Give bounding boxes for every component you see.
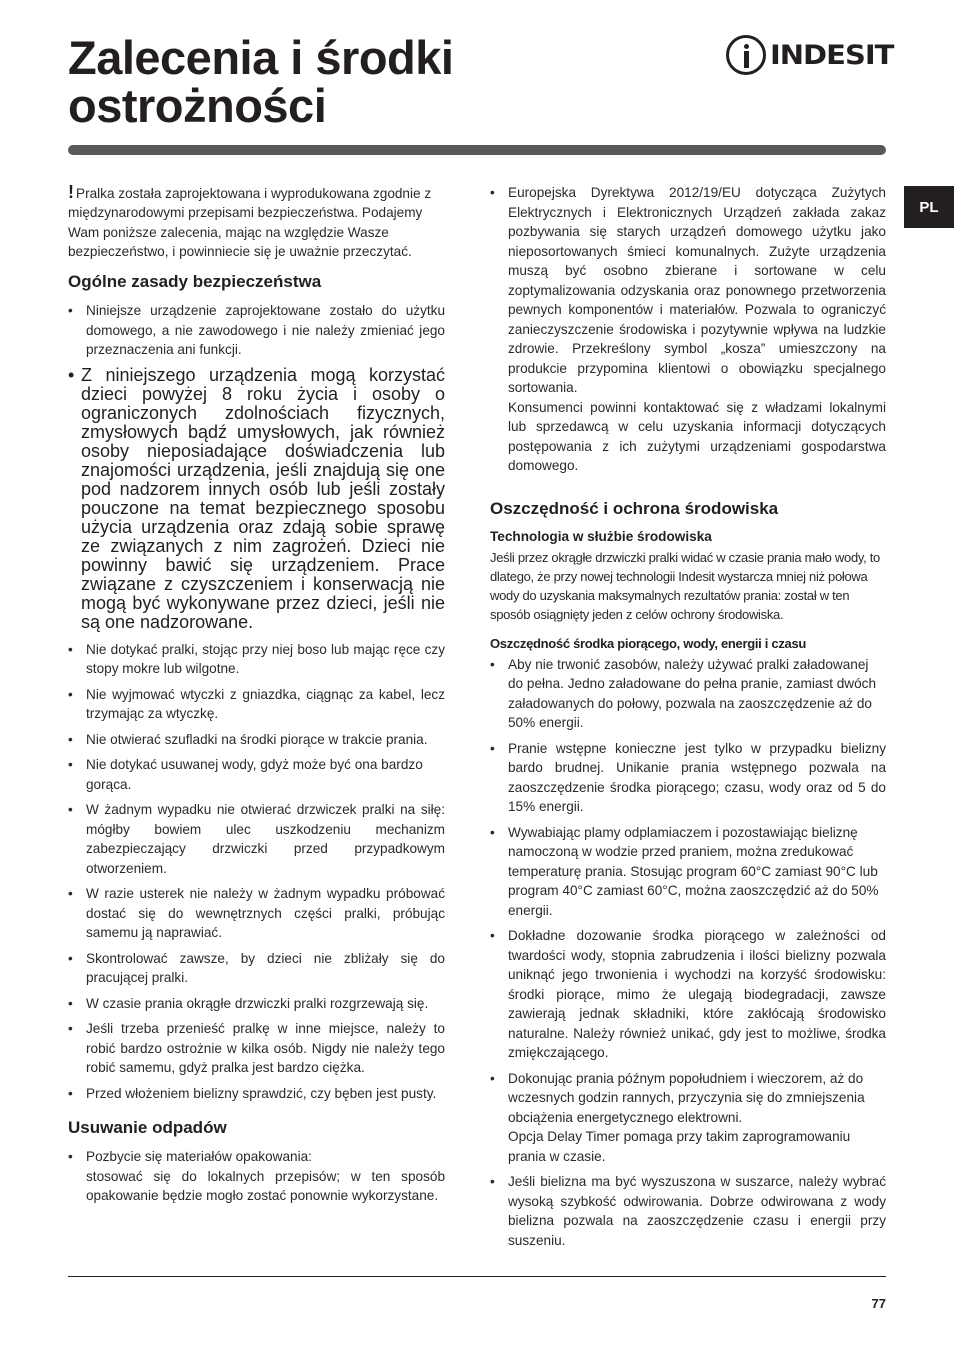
list-item: • Pranie wstępne konieczne jest tylko w przypadku bielizny bardo brudnej. Unikanie prania wstępnego pozwala na zaoszczędzenie środka piorącego; czasu, wody oraz od 5 do 15% energii. (490, 740, 886, 815)
list-item: • Wywabiając plamy odplamiaczem i pozostawiając bieliznę namoczoną w wodzie przed praniem, można zredukować temperaturę prania. Stosując program 60°C zamiast 90°C lub program 40°C zamiast 60°C, można zaoszczędzić aż do 50% energii. (490, 824, 879, 918)
language-tab: PL (904, 186, 954, 228)
list-item: • Dokonując prania późnym popołudniem i wieczorem, aż do wczesnych godzin rannych, przyczynia się do zmniejszenia obciążenia energetycznego elektrowni. Opcja Delay Timer pomaga przy takim zaprogramowaniu prania w czasie. (490, 1070, 865, 1164)
list-item: • Jeśli bielizna ma być wyszuszona w suszarce, należy wybrać wysoką szybkość odwirowania. Dobrze odwirowana z wody bielizna pozwala na zaoszczędzenie czasu i energii przy suszeniu. (490, 1174, 886, 1248)
list-item: • Jeśli trzeba przenieść pralkę w inne miejsce, należy to robić bardzo ostrożnie w kilka osób. Nigdy nie należy tego robić samemu, gdyż pralka jest bardzo ciężka. (68, 1021, 445, 1076)
warning-icon: ! (68, 182, 74, 202)
right-column (490, 183, 886, 1256)
list-item: • Pozbycie się materiałów opakowania: stosować się do lokalnych przepisów; w ten sposób opakowanie będzie mogło zostać ponownie wykorzystane. (68, 1149, 445, 1204)
list-item: • W żadnym wypadku nie otwierać drzwiczek pralki na siłę: mógłby bowiem ulec uszkodzeniu mechanizm zabezpieczający drzwiczki przed przypadkowym otworzeniem. (68, 802, 445, 876)
list-item: • Dokładne dozowanie środka piorącego w zależności od twardości wody, stopnia zabrudzenia i ilości bielizny pozwala uniknąć jego trwonienia i wychodzi na korzyść środowisku: środki piorące, mimo że ulegają biodegradacji, zawsze zawierają jednak składniki, które zakłócają środowisko naturalne. Należy również unikać, gdy jest to możliwe, środka zmiękczającego. (490, 928, 886, 1061)
list-item-weee: • Europejska Dyrektywa 2012/19/EU dotycząca Zużytych Elektrycznych i Elektronicznych Urządzeń zakłada zakaz pozbywania się starych urządzeń domowego użytku jako nieposortowanych śmieci komunalnych. Zużyte urządzenia muszą być osobno zbierane i sortowane w celu zoptymalizowania odzyskania oraz ponownego przetworzenia pewnych komponentów i materiałów. Pozwala to ograniczyć zanieczyszczenie środowiska i pozytywnie wpływa na ludzkie zdrowie. Przekreślony symbol „kosza” umieszczony na produkcie przypomina klientowi o obowiązku specjalnego sortowania. Konsumenci powinni kontaktować się z władzami lokalnymi lub sprzedawcą w celu uzyskania informacji dotyczących postępowania z ich zużytymi urządzeniami gospodarstwa domowego. (490, 185, 886, 473)
safety-list (68, 301, 445, 1103)
list-item: • Nie otwierać szufladki na środki piorące w trakcie prania. (68, 731, 428, 747)
indesit-logo-icon (726, 35, 766, 75)
brand-logo (726, 34, 893, 76)
list-item-children-warning: • Z niniejszego urządzenia mogą korzystać dzieci powyżej 8 roku życia i osoby o ograniczonych zdolnościach fizycznych, zmysłowych bądź umysłowych, jak również osoby nieposiadające doświadczenia lub znajomości urządzenia, jeśli znajdują się one pod nadzorem innych osób lub jeśli zostały pouczone na temat bezpiecznego sposobu użycia urządzenia oraz zdają sobie sprawę ze związanych z nim zagrożeń. Dzieci nie powinny bawić się urządzeniem. Prace związane z czyszczeniem i konserwacją nie mogą być wykonywane przez dzieci, jeśli nie są one nadzorowane. (68, 364, 445, 632)
section-title-environment: Oszczędność i ochrona środowiska (490, 498, 779, 518)
page-number: 77 (871, 1296, 886, 1311)
list-item: • Aby nie trwonić zasobów, należy używać pralki załadowanej do pełna. Jedno załadowane do pełna pranie, zamiast dwóch załadowanych do połowy, pozwala na zaoszczędzenie aż do 50% energii. (490, 656, 877, 731)
footer-divider (68, 1276, 886, 1277)
weee-list (490, 183, 886, 476)
subsection-title-savings: Oszczędność środka piorącego, wody, energii i czasu (490, 635, 807, 651)
list-item: • Przed włożeniem bielizny sprawdzić, czy bęben jest pusty. (68, 1085, 437, 1101)
section-title-waste: Usuwanie odpadów (68, 1118, 227, 1138)
list-item: • Skontrolować zawsze, by dzieci nie zbliżały się do pracującej pralki. (68, 950, 445, 986)
header-divider (68, 145, 886, 155)
technology-paragraph: Jeśli przez okrągłe drzwiczki pralki widać w czasie prania mało wody, to dlatego, że przy nowej technologii Indesit wystarcza mniej niż połowa wody do uzyskania maksymalnych rezultatów prania: został w ten sposób osiągnięty jeden z celów ochrony środowiska. (490, 549, 880, 623)
left-column (68, 183, 445, 1212)
subsection-title-technology: Technologia w służbie środowiska (490, 528, 712, 544)
list-item: • Nie dotykać usuwanej wody, gdyż może być ona bardzo gorąca. (68, 757, 423, 792)
brand-name: INDESIT (770, 39, 894, 71)
list-item: • Nie dotykać pralki, stojąc przy niej boso lub mając ręce czy stopy mokre lub wilgotne. (68, 641, 445, 677)
list-item: • Niniejsze urządzenie zaprojektowane zostało do użytku domowego, a nie zawodowego i nie należy zmieniać jego przeznaczenia ani funkcji. (68, 303, 445, 358)
savings-list (490, 655, 886, 1251)
list-item: • Nie wyjmować wtyczki z gniazdka, ciągnąc za kabel, lecz trzymając za wtyczkę. (68, 686, 445, 722)
waste-list (68, 1147, 445, 1206)
page-title: Zalecenia i środki ostrożności (68, 31, 454, 132)
list-item: • W czasie prania okrągłe drzwiczki pralki rozgrzewają się. (68, 995, 429, 1011)
list-item: • W razie usterek nie należy w żadnym wypadku próbować dostać się do wewnętrznych części pralki, próbując samemu ją naprawiać. (68, 886, 445, 941)
intro-paragraph: ! Pralka została zaprojektowana i wyprodukowana zgodnie z międzynarodowymi przepisami bezpieczeństwa. Podajemy Wam poniższe zalecenia, mając na względzie Wasze bezpieczeństwo, i powinniecie się je uważnie przeczytać. (68, 182, 432, 259)
section-title-safety: Ogólne zasady bezpieczeństwa (68, 272, 322, 292)
